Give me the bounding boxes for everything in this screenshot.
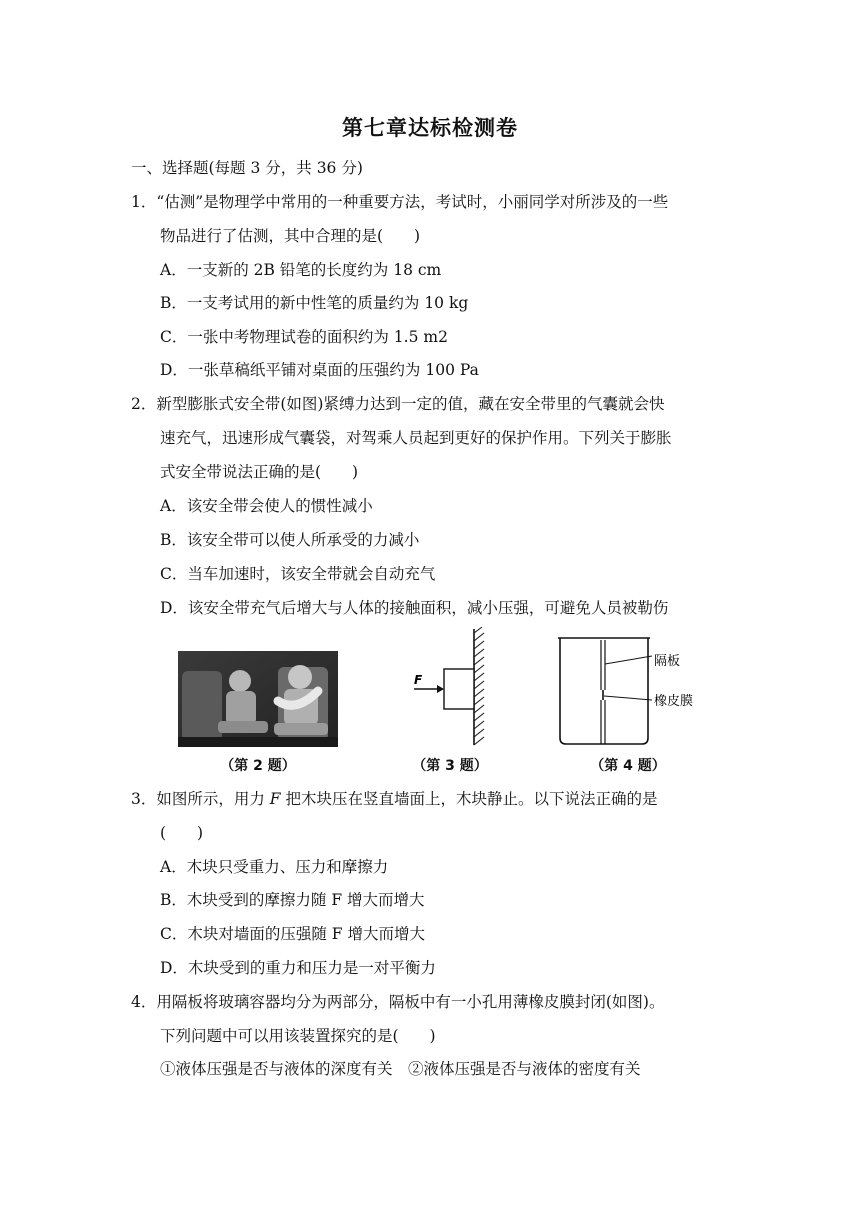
q4-stem-line2: 下列问题中可以用该装置探究的是( ) (160, 1027, 436, 1045)
q2-stem-line1: 2．新型膨胀式安全带(如图)紧缚力达到一定的值，藏在安全带里的气囊就会快 (131, 395, 665, 413)
q2-option-a: A．该安全带会使人的惯性减小 (160, 497, 373, 515)
q3-option-d: D．木块受到的重力和压力是一对平衡力 (160, 959, 436, 977)
partition-label: 隔板 (654, 654, 681, 669)
q3-stem-text-a: 3．如图所示，用力 (131, 790, 270, 808)
q3-option-a: A．木块只受重力、压力和摩擦力 (160, 858, 389, 876)
q1-option-c: C．一张中考物理试卷的面积约为 1.5 m2 (160, 328, 448, 346)
q3-force-symbol: F (269, 790, 281, 808)
seatbelt-photo (178, 651, 338, 747)
q3-stem-line2: ( ) (160, 824, 204, 842)
membrane-label: 橡皮膜 (654, 694, 694, 709)
figure-2-caption: （第 2 题） (220, 758, 296, 774)
q1-option-b: B．一支考试用的新中性笔的质量约为 10 kg (160, 294, 469, 312)
q1-stem-line2: 物品进行了估测，其中合理的是( ) (160, 227, 421, 245)
q4-stem-line1: 4．用隔板将玻璃容器均分为两部分，隔板中有一小孔用薄橡皮膜封闭(如图)。 (131, 993, 665, 1011)
q2-option-b: B．该安全带可以使人所承受的力减小 (160, 531, 420, 549)
q1-option-a: A．一支新的 2B 铅笔的长度约为 18 cm (160, 261, 442, 279)
q2-option-d: D．该安全带充气后增大与人体的接触面积，减小压强，可避免人员被勒伤 (160, 599, 669, 617)
q2-option-c: C．当车加速时，该安全带就会自动充气 (160, 565, 436, 583)
section-heading: 一、选择题(每题 3 分，共 36 分) (131, 159, 363, 177)
page-title: 第七章达标检测卷 (342, 116, 518, 140)
block-wall-diagram (410, 627, 490, 747)
q3-option-c: C．木块对墙面的压强随 F 增大而增大 (160, 925, 425, 943)
figure-4-caption: （第 4 题） (590, 758, 666, 774)
q2-stem-line2: 速充气，迅速形成气囊袋，对驾乘人员起到更好的保护作用。下列关于膨胀 (160, 429, 672, 447)
q3-stem-line1 (131, 789, 658, 809)
q3-stem-text-b: 把木块压在竖直墙面上，木块静止。以下说法正确的是 (280, 790, 658, 808)
q1-option-d: D．一张草稿纸平铺对桌面的压强约为 100 Pa (160, 361, 479, 379)
q1-stem-line1: 1．“估测”是物理学中常用的一种重要方法，考试时，小丽同学对所涉及的一些 (131, 193, 669, 211)
figure-3-caption: （第 3 题） (412, 758, 488, 774)
q2-stem-line3: 式安全带说法正确的是( ) (160, 463, 359, 481)
container-partition-diagram (556, 634, 716, 749)
q3-option-b: B．木块受到的摩擦力随 F 增大而增大 (160, 891, 425, 909)
force-label: F (414, 673, 423, 687)
q4-stem-line3: ①液体压强是否与液体的深度有关 ②液体压强是否与液体的密度有关 (160, 1060, 641, 1078)
